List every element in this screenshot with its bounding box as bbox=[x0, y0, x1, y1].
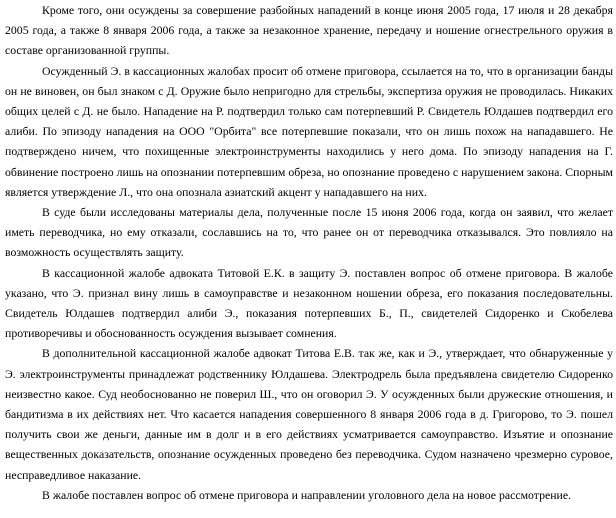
paragraph-additional-appeal: В дополнительной кассационной жалобе адвокат Титова Е.В. так же, как и Э., утверждает, что обнаруженные у Э. электроинструменты принадлежат родственнику Юлдашева. Электродрель была предъявлена свидетелю Сидоренко неизвестно какое. Суд необоснованно не поверил Ш., что он оговорил Э. У осужденных были дружеские отношения, и бандитизма в их действиях нет. Что касается нападения совершенного 8 января 2006 года в д. Григорово, то Э. пошел получить свои же деньги, данные им в долг и в его действиях усматривается самоуправство. Изъятие и опознание вещественных доказательств, опознание осужденных проведено без переводчика. Судом назначено чрезмерно суровое, несправедливое наказание. bbox=[5, 346, 613, 482]
paragraph-interpreter-refusal: В суде были исследованы материалы дела, полученные после 15 июня 2006 года, когда он заявил, что желает иметь переводчика, но ему отказали, сославшись на то, что ранее он от переводчика отказывался. Это повлияло на возможность осуществлять защиту. bbox=[5, 205, 613, 260]
paragraph-conviction-summary: Кроме того, они осуждены за совершение разбойных нападений в конце июня 2005 года, 17 июля и 28 декабря 2005 года, а также 8 января 2006 года, а также за незаконное хранение, передачу и ношение огнестрельного оружия в составе организованной группы. bbox=[5, 3, 613, 58]
paragraph-appeal-attorney: В кассационной жалобе адвоката Титовой Е.К. в защиту Э. поставлен вопрос об отмене приговора. В жалобе указано, что Э. признал вину лишь в самоуправстве и незаконном ношении обреза, его показания последовательны. Свидетель Юлдашев подтвердил алиби Э., показания потерпевших Б., П., свидетелей Сидоренко и Скобелева противоречивы и обоснованность осуждения вызывает сомнения. bbox=[5, 265, 613, 341]
paragraph-appeal-convict: Осужденный Э. в кассационных жалобах просит об отмене приговора, ссылается на то, что в организации банды он не виновен, он был знаком с Д. Оружие было непригодно для стрельбы, экспертиза оружия не проводилась. Никаких общих целей с Д. не было. Нападение на Р. подтвердил только сам потерпевший Р. Свидетель Юлдашев подтвердил его алиби. По эпизоду нападения на ООО "Орбита" все потерпевшие показали, что он лишь похож на нападавшего. Не подтверждено ничем, что похищенные электроинструменты находились у него дома. По эпизоду нападения на Г. обвинение построено лишь на опознании потерпевшим обреза, но опознание проведено с нарушением закона. Спорным является утверждение Л., что она опознала азиатский акцент у нападавшего на них. bbox=[5, 63, 613, 199]
paragraph-appeal-request: В жалобе поставлен вопрос об отмене приговора и направлении уголовного дела на новое рассмотрение. bbox=[42, 487, 572, 502]
